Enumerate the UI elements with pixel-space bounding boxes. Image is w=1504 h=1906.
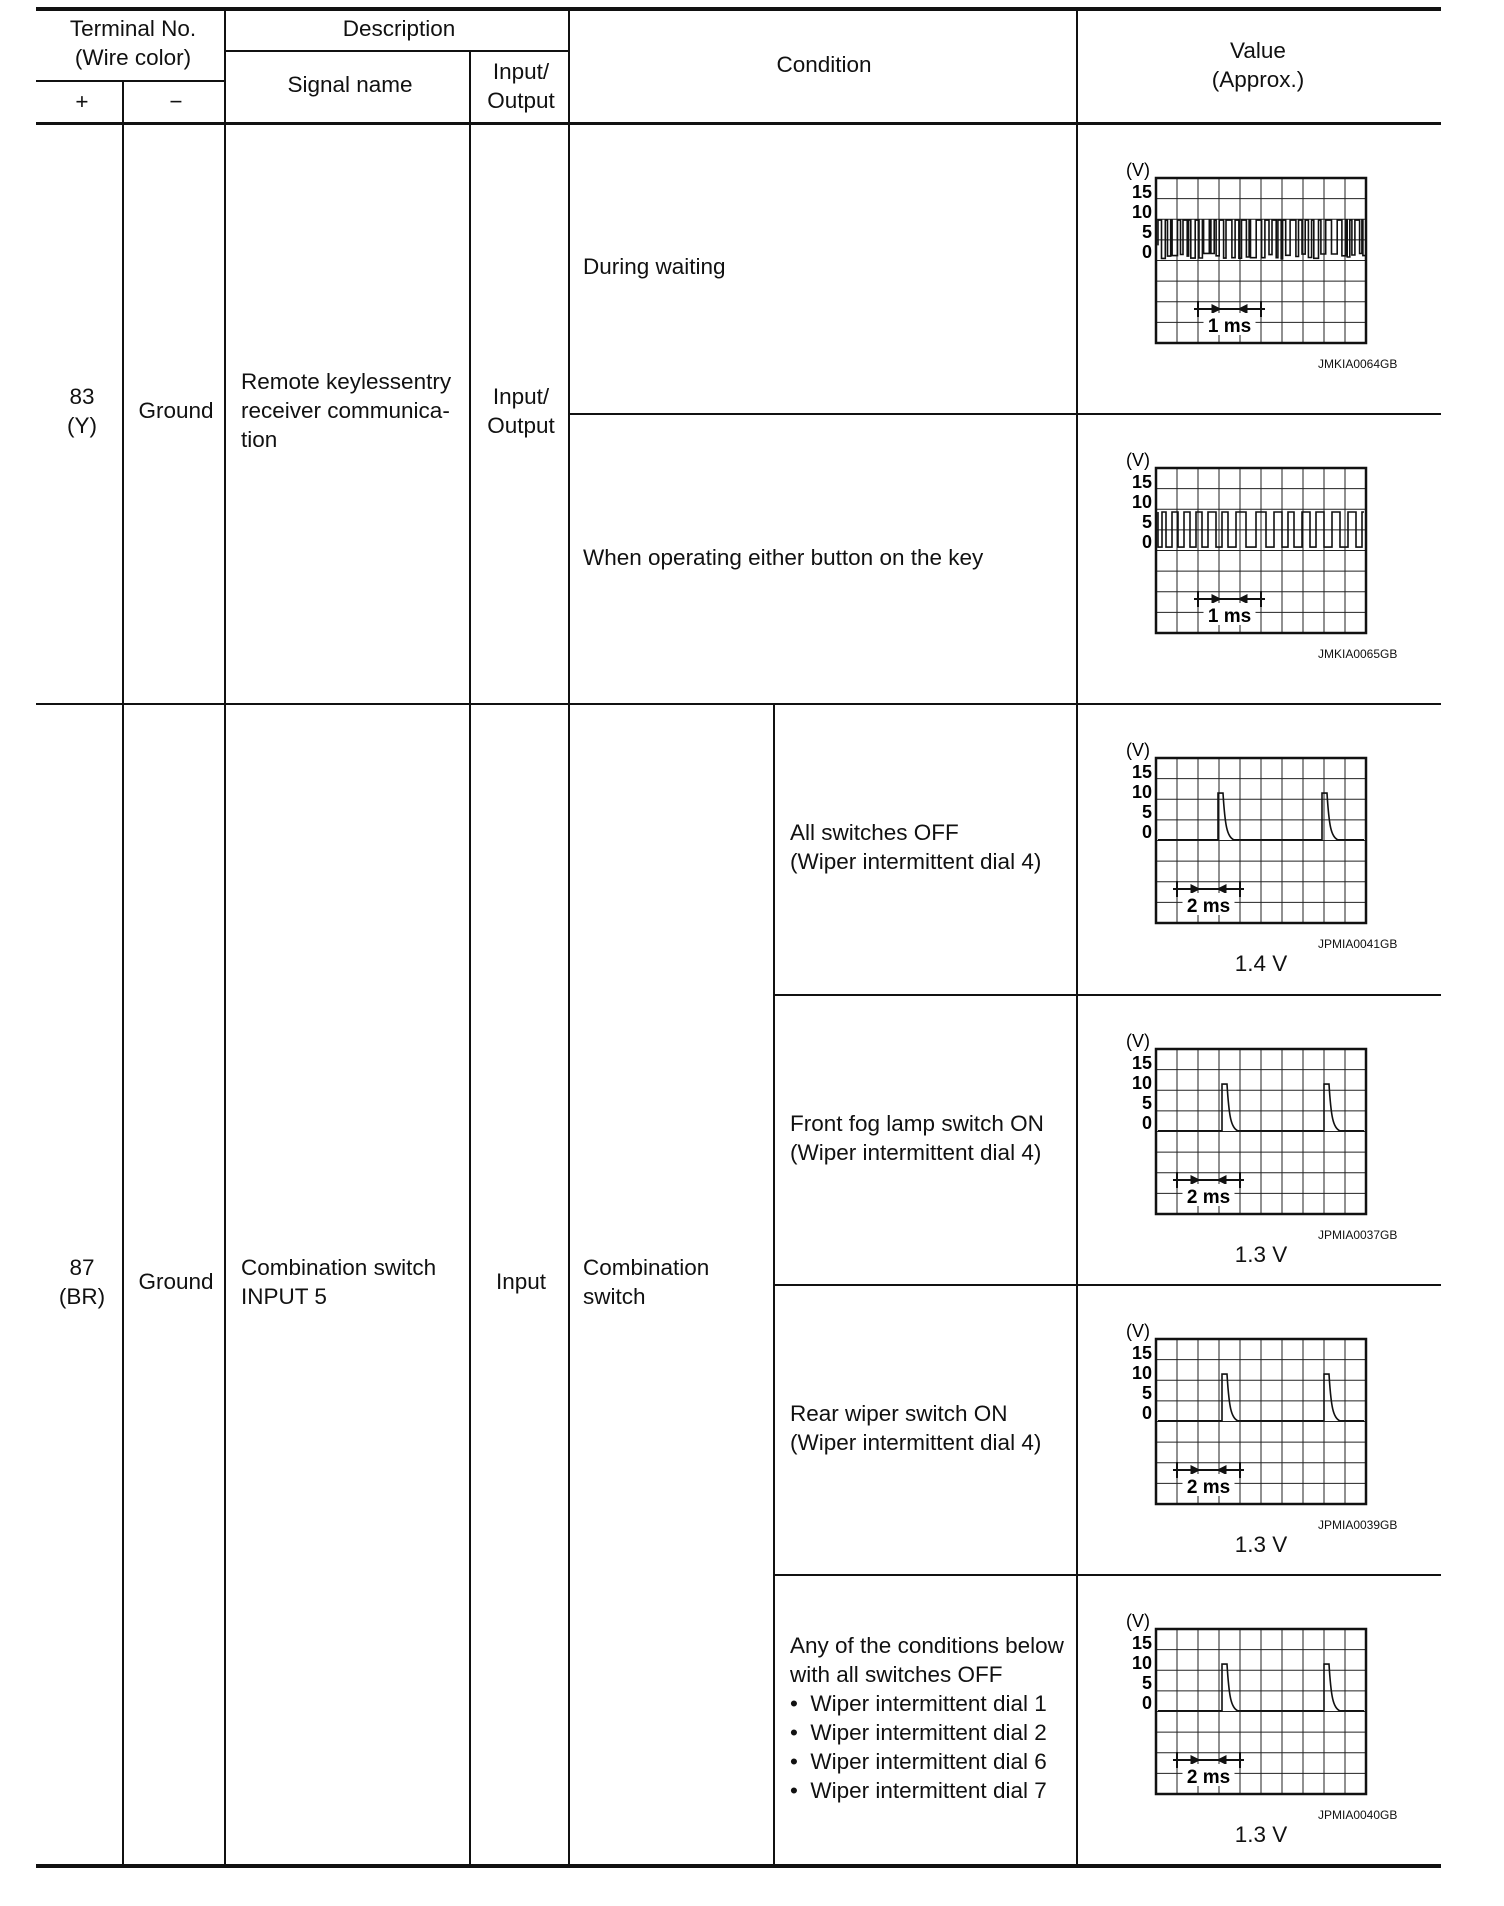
axis-tick-label: 10 (1131, 202, 1152, 222)
io-type: Output (487, 413, 555, 438)
axis-unit-label: (V) (1126, 450, 1150, 470)
signal-name-line: Combination switch (241, 1255, 437, 1280)
figure-code: JPMIA0040GB (1318, 1808, 1398, 1822)
signal-name-line: Remote keylessentry (241, 369, 452, 394)
axis-tick-label: 5 (1141, 1093, 1152, 1113)
axis-unit-label: (V) (1126, 1031, 1150, 1051)
wire-color: (Y) (67, 413, 97, 438)
axis-tick-label: 15 (1131, 1633, 1152, 1653)
approx-value: 1.4 V (1234, 951, 1288, 976)
figure-code: JMKIA0065GB (1318, 647, 1398, 661)
header-divider-description (225, 50, 569, 52)
header-value: Value (1230, 38, 1286, 63)
wire-color: (BR) (58, 1284, 106, 1309)
bullet-item: • Wiper intermittent dial 2 (790, 1720, 1047, 1745)
axis-unit-label: (V) (1126, 1611, 1150, 1631)
header-approx: (Approx.) (1211, 67, 1305, 92)
axis-tick-label: 0 (1141, 242, 1152, 262)
col-desc-condition (568, 9, 570, 1866)
axis-tick-label: 15 (1131, 472, 1152, 492)
terminal-number: 87 (69, 1255, 95, 1280)
figure-code: JPMIA0041GB (1318, 937, 1398, 951)
scope-grid (1156, 178, 1366, 343)
bottom-rule (36, 1864, 1441, 1868)
axis-unit-label: (V) (1126, 1321, 1150, 1341)
header-divider-terminal (36, 80, 225, 82)
approx-value: 1.3 V (1234, 1822, 1288, 1847)
scope-grid (1156, 468, 1366, 633)
bullet-item: • Wiper intermittent dial 7 (790, 1778, 1047, 1803)
axis-tick-label: 15 (1131, 762, 1152, 782)
header-terminal-no: Terminal No. (69, 16, 197, 41)
bullet-text: Wiper intermittent dial 7 (810, 1778, 1047, 1803)
ground-terminal: Ground (138, 398, 214, 423)
signal-name-line: tion (241, 427, 278, 452)
oscilloscope-figure (1110, 425, 1370, 625)
condition-line: (Wiper intermittent dial 4) (790, 1430, 1042, 1455)
time-scale-label: 1 ms (1207, 606, 1252, 627)
oscilloscope-figure (1110, 1006, 1370, 1206)
condition-line: (Wiper intermittent dial 4) (790, 849, 1042, 874)
axis-tick-label: 0 (1141, 1113, 1152, 1133)
header-bottom-rule (36, 122, 1441, 125)
top-rule (36, 7, 1441, 11)
condition-line: Rear wiper switch ON (790, 1401, 1008, 1426)
approx-value: 1.3 V (1234, 1242, 1288, 1267)
axis-tick-label: 0 (1141, 1403, 1152, 1423)
figure-code: JMKIA0064GB (1318, 357, 1398, 371)
axis-tick-label: 0 (1141, 1693, 1152, 1713)
oscilloscope-figure (1110, 715, 1370, 915)
axis-unit-label: (V) (1126, 160, 1150, 180)
ground-terminal: Ground (138, 1269, 214, 1294)
condition-line: Front fog lamp switch ON (790, 1111, 1044, 1136)
condition-line: All switches OFF (790, 820, 959, 845)
bullet-item: • Wiper intermittent dial 1 (790, 1691, 1047, 1716)
row87-split-1 (774, 994, 1441, 996)
terminal-number: 83 (69, 384, 95, 409)
oscilloscope-figure (1110, 1586, 1370, 1786)
time-scale-label: 2 ms (1186, 896, 1231, 917)
bullet-text: Wiper intermittent dial 2 (810, 1720, 1047, 1745)
time-scale-label: 2 ms (1186, 1477, 1231, 1498)
axis-tick-label: 10 (1131, 782, 1152, 802)
bullet-text: Wiper intermittent dial 1 (810, 1691, 1047, 1716)
axis-tick-label: 15 (1131, 182, 1152, 202)
condition-line: with all switches OFF (790, 1662, 1003, 1687)
oscilloscope-screen (1110, 1586, 1370, 1786)
figure-code: JPMIA0037GB (1318, 1228, 1398, 1242)
axis-tick-label: 5 (1141, 1673, 1152, 1693)
axis-tick-label: 15 (1131, 1053, 1152, 1073)
header-wire-color: (Wire color) (74, 45, 192, 70)
time-scale-label: 2 ms (1186, 1767, 1231, 1788)
axis-tick-label: 15 (1131, 1343, 1152, 1363)
signal-name-line: receiver communica- (241, 398, 450, 423)
axis-tick-label: 5 (1141, 222, 1152, 242)
axis-tick-label: 5 (1141, 802, 1152, 822)
oscilloscope-screen (1110, 425, 1370, 625)
header-signal-name: Signal name (287, 72, 413, 97)
figure-code: JPMIA0039GB (1318, 1518, 1398, 1532)
time-scale-label: 1 ms (1207, 316, 1252, 337)
header-condition: Condition (776, 52, 872, 77)
condition-line: (Wiper intermittent dial 4) (790, 1140, 1042, 1165)
header-io-line2: Output (487, 88, 555, 113)
header-plus: + (75, 89, 89, 114)
time-scale-label: 2 ms (1186, 1187, 1231, 1208)
oscilloscope-screen (1110, 1006, 1370, 1206)
oscilloscope-screen (1110, 1296, 1370, 1496)
condition-text: When operating either button on the key (583, 545, 984, 570)
axis-tick-label: 10 (1131, 492, 1152, 512)
oscilloscope-screen (1110, 715, 1370, 915)
oscilloscope-figure (1110, 1296, 1370, 1496)
axis-tick-label: 10 (1131, 1363, 1152, 1383)
row87-split-3 (774, 1574, 1441, 1576)
header-minus: − (169, 89, 183, 114)
row-divider (36, 703, 1441, 705)
axis-tick-label: 5 (1141, 512, 1152, 532)
axis-unit-label: (V) (1126, 740, 1150, 760)
bullet-text: Wiper intermittent dial 6 (810, 1749, 1047, 1774)
condition-group: switch (583, 1284, 646, 1309)
col-plus-minus (122, 80, 124, 1866)
oscilloscope-screen (1110, 135, 1370, 335)
condition-text: During waiting (583, 254, 726, 279)
header-description: Description (342, 16, 456, 41)
axis-tick-label: 10 (1131, 1073, 1152, 1093)
axis-tick-label: 10 (1131, 1653, 1152, 1673)
col-terminal-desc (224, 9, 226, 1866)
header-io-line1: Input/ (492, 59, 550, 84)
condition-group: Combination (583, 1255, 710, 1280)
signal-name-line: INPUT 5 (241, 1284, 327, 1309)
axis-tick-label: 0 (1141, 532, 1152, 552)
axis-tick-label: 5 (1141, 1383, 1152, 1403)
row83-split (569, 413, 1441, 415)
bullet-item: • Wiper intermittent dial 6 (790, 1749, 1047, 1774)
col-condition-split (773, 703, 775, 1866)
col-signal-io (469, 50, 471, 1866)
oscilloscope-figure (1110, 135, 1370, 335)
axis-tick-label: 0 (1141, 822, 1152, 842)
io-type: Input (495, 1269, 547, 1294)
approx-value: 1.3 V (1234, 1532, 1288, 1557)
condition-line: Any of the conditions below (790, 1633, 1064, 1658)
col-condition-value (1076, 9, 1078, 1866)
io-type: Input/ (492, 384, 550, 409)
row87-split-2 (774, 1284, 1441, 1286)
